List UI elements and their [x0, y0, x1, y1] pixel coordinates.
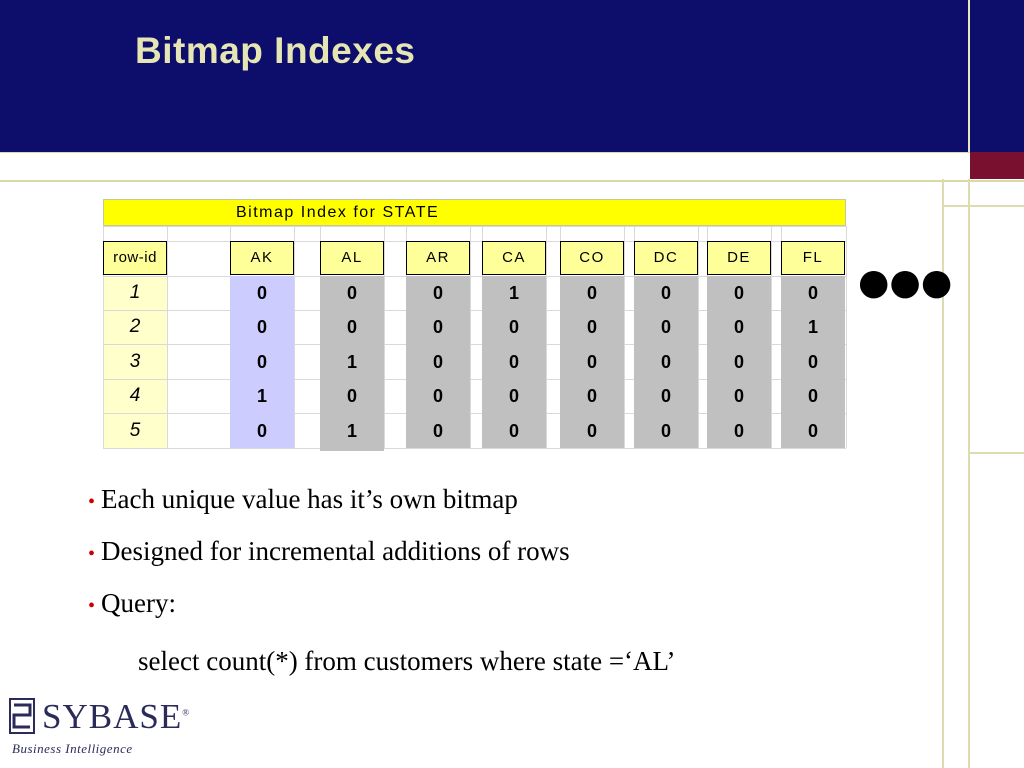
header-band — [0, 152, 1024, 182]
bit-cell: 1 — [346, 420, 357, 441]
bit-cell: 0 — [432, 351, 443, 372]
bit-cell: 0 — [733, 283, 744, 303]
query-text: select count(*) from customers where state =‘AL’ — [138, 646, 676, 676]
bit-cell: 0 — [346, 317, 357, 338]
bit-cell: 0 — [733, 386, 744, 407]
bit-cell: 0 — [660, 317, 671, 338]
bit-cell: 0 — [660, 386, 671, 407]
bit-cell: 0 — [432, 317, 443, 338]
frame-line-mid-right — [970, 452, 1024, 454]
column-header-dc: DC — [634, 241, 698, 275]
bullet-item — [88, 484, 518, 515]
bit-cell: 0 — [807, 283, 818, 303]
bit-cell: 0 — [432, 386, 443, 407]
bullet-item — [88, 588, 176, 619]
bullet-text: Designed for incremental additions of rows — [101, 536, 570, 566]
bit-cell: 0 — [508, 386, 519, 407]
bit-cell: 0 — [508, 351, 519, 372]
bit-cell: 0 — [432, 283, 443, 303]
bit-cell: 0 — [586, 317, 597, 338]
bit-cell: 1 — [508, 283, 519, 303]
gridline-vertical — [846, 226, 847, 448]
bit-cell: 0 — [586, 283, 597, 303]
bit-cell: 0 — [586, 351, 597, 372]
gridline-horizontal — [103, 448, 846, 449]
table-caption-bar — [103, 199, 846, 226]
logo-trademark: ® — [182, 707, 191, 718]
rowid-cell: 4 — [129, 385, 141, 407]
bit-cell: 1 — [807, 317, 818, 338]
more-columns-ellipsis: ●●● — [858, 262, 953, 303]
bit-cell: 0 — [346, 386, 357, 407]
gridline-vertical — [294, 226, 295, 448]
slide-header — [0, 0, 1024, 152]
bit-cell: 0 — [508, 420, 519, 441]
column-header-co: CO — [560, 241, 624, 275]
bullet-text: Query: — [101, 588, 176, 618]
sybase-logo-mark — [8, 697, 38, 735]
column-header-ak: AK — [230, 241, 294, 275]
band-accent — [970, 152, 1024, 179]
frame-line-top-right — [942, 205, 1024, 207]
bit-cell: 0 — [508, 317, 519, 338]
bit-cell: 0 — [586, 386, 597, 407]
gridline-vertical — [167, 226, 168, 448]
slide-title: Bitmap Indexes — [135, 30, 416, 71]
bit-cell: 1 — [256, 386, 267, 407]
table-caption: Bitmap Index for STATE — [236, 204, 440, 221]
bit-cell: 0 — [256, 351, 267, 372]
bullet-marker: • — [88, 543, 96, 565]
sybase-wordmark — [42, 697, 190, 737]
rowid-cell: 5 — [129, 419, 141, 441]
rowid-cell: 3 — [129, 350, 141, 372]
bullet-item — [88, 536, 570, 567]
bit-cell: 0 — [256, 317, 267, 338]
column-header-fl: FL — [781, 241, 845, 275]
bit-cell: 0 — [586, 420, 597, 441]
bit-cell: 0 — [346, 283, 357, 303]
gridline-vertical — [470, 226, 471, 448]
bit-cell: 0 — [807, 420, 818, 441]
bit-cell: 1 — [346, 351, 357, 372]
bit-cell: 0 — [660, 420, 671, 441]
bit-cell: 0 — [733, 420, 744, 441]
rowid-cell: 1 — [129, 282, 141, 303]
bit-cell: 0 — [660, 283, 671, 303]
gridline-vertical — [384, 226, 385, 448]
gridline-vertical — [546, 226, 547, 448]
frame-line-right — [968, 179, 970, 768]
bullet-text: Each unique value has it’s own bitmap — [101, 484, 518, 514]
bit-cell: 0 — [807, 386, 818, 407]
bit-cell: 0 — [660, 351, 671, 372]
bit-cell: 0 — [733, 317, 744, 338]
column-header-ca: CA — [482, 241, 546, 275]
rowid-header: row-id — [103, 241, 167, 275]
bit-cell: 0 — [807, 351, 818, 372]
gridline-vertical — [698, 226, 699, 448]
bit-cell: 0 — [256, 420, 267, 441]
logo-name: SYBASE — [42, 697, 183, 736]
rowid-cell: 2 — [129, 316, 141, 338]
bit-cell: 0 — [432, 420, 443, 441]
column-header-al: AL — [320, 241, 384, 275]
bullet-marker: • — [88, 491, 96, 513]
gridline-horizontal — [103, 226, 846, 227]
gridline-vertical — [624, 226, 625, 448]
header-divider — [968, 0, 970, 152]
logo-tagline: Business Intelligence — [12, 741, 133, 756]
column-header-de: DE — [707, 241, 771, 275]
bit-cell: 0 — [733, 351, 744, 372]
bit-cell: 0 — [256, 283, 267, 303]
bullet-marker: • — [88, 595, 96, 617]
gridline-vertical — [771, 226, 772, 448]
column-header-ar: AR — [406, 241, 470, 275]
